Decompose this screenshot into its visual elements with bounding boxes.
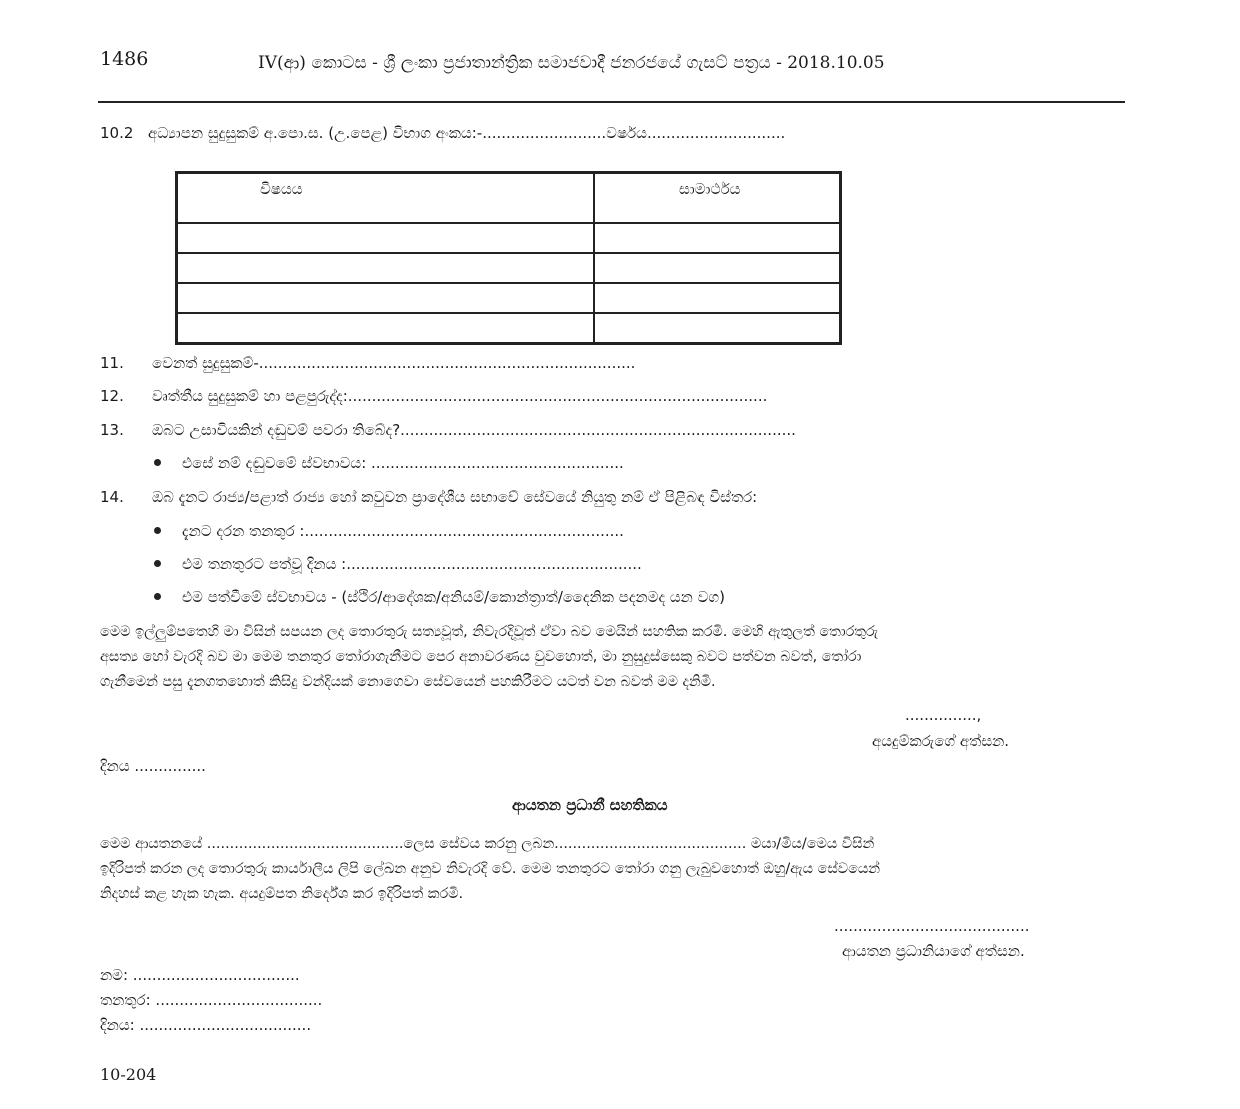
table-cell[interactable]	[177, 253, 595, 283]
item-14-text: ඔබ දැනට රාජ්‍ය/පළාත් රාජ්‍ය හෝ කවුවන ප්‍රාදේශීය සභාවේ සේවයේ නියුතු නම් ඒ පිළිබඳ විස්තර:	[152, 488, 758, 506]
head-cert-line: මෙම ආයතනයේ ...........................................ලෙස සේවය කරනු ලබන.......................................... මයා/මිය/මෙය විසින්	[100, 836, 875, 852]
item-number: 13.	[100, 421, 124, 439]
head-signature-line: .........................................	[834, 917, 1030, 935]
item-text: වෘත්තීය සුදුසුකම් හා පළපුරුද්ද:........................................................................................	[152, 387, 768, 405]
bullet-icon	[154, 459, 161, 466]
table-header-pass: සාමාර්ථය	[594, 173, 841, 224]
item-number: 12.	[100, 387, 124, 405]
table-cell[interactable]	[177, 313, 595, 344]
table-row	[177, 313, 841, 344]
item-14-bullet-text: දැනට දරන තනතුර :...................................................................	[182, 522, 624, 540]
results-table	[175, 171, 842, 345]
declaration-paragraph	[100, 620, 1126, 695]
item-14-bullet-text: එම පත්වීමේ ස්වභාවය - (ස්ථිර/ආදේශක/අනියම්/කොන්ත්‍රාත්/දෛනික පදනමද යන වග)	[182, 588, 725, 606]
section-10-2-text: අධ්‍යාපන සුදුසුකම් අ.පො.ස. (උ.පෙළ) විභාග අංකය:-..........................වර්ෂය.............................	[148, 124, 786, 142]
declaration-line: මෙම ඉල්ලුම්පතෙහි මා විසින් සපයන ලද තොරතුරු සත්‍යවූත්, නිවැරදිවූත් ඒවා බව මෙයින් සහතික කරමි. මෙහි ඇතුලත් තොරතුරු	[100, 624, 878, 640]
section-number-10-2: 10.2	[100, 124, 134, 142]
declaration-line: අසත්‍ය හෝ වැරදි බව මා මෙම තනතුර තෝරාගැනීමට පෙර අනාවරණය වුවහොත්, මා නුසුදුස්සෙකු බවට පත්වන බවත්, තෝරා	[100, 649, 862, 665]
table-row	[177, 223, 841, 253]
table-cell[interactable]	[594, 223, 841, 253]
table-cell[interactable]	[594, 283, 841, 313]
head-cert-paragraph	[100, 832, 1126, 907]
applicant-date-line: දිනය ...............	[100, 757, 206, 775]
item-number: 11.	[100, 354, 124, 372]
footer-code: 10-204	[100, 1065, 157, 1084]
page-number: 1486	[100, 48, 149, 70]
item-13-bullet-text: එසේ නම් දඬුවමේ ස්වභාවය: .....................................................	[182, 454, 624, 472]
running-head: IV(ආ) කොටස - ශ්‍රී ලංකා ප්‍රජාතාන්ත්‍රික සමාජවාදී ජනරජයේ ගැසට් පත්‍රය - 2018.10.05	[258, 53, 885, 73]
head-signature-label: ආයතන ප්‍රධානියාගේ අත්සන.	[842, 942, 1025, 960]
declaration-line: ගැනීමෙන් පසු දැනගතහොත් කිසිදු වන්දියක් නොගෙවා සේවයෙන් පහකිරීමට යටත් වන බවත් මම දනිමි.	[100, 674, 716, 690]
table-cell[interactable]	[177, 223, 595, 253]
item-text: ඔබට උසාවියකින් දඬුවම් පවරා තිබේද?...................................................................................	[152, 421, 796, 439]
item-text: වෙනත් සුදුසුකම්-...............................................................................	[152, 354, 636, 372]
applicant-signature-line: ...............,	[905, 706, 982, 724]
table-cell[interactable]	[594, 253, 841, 283]
table-row	[177, 283, 841, 313]
head-cert-title: ආයතන ප්‍රධානී සහතිකය	[512, 796, 668, 814]
item-number: 14.	[100, 488, 124, 506]
applicant-signature-label: අයදුම්කරුගේ අත්සන.	[872, 732, 1010, 750]
header-rule	[98, 101, 1125, 103]
designation-field: තනතුර: ...................................	[100, 991, 323, 1009]
table-header-subject: විෂයය	[177, 173, 595, 224]
table-row	[177, 253, 841, 283]
table-cell[interactable]	[594, 313, 841, 344]
date-field: දිනය: ....................................	[100, 1016, 312, 1034]
name-field: නම: ...................................	[100, 966, 300, 984]
table-cell[interactable]	[177, 283, 595, 313]
table-header-row	[177, 173, 841, 224]
item-14-bullet-text: එම තනතුරට පත්වූ දිනය :..............................................................	[182, 555, 642, 573]
head-cert-line: ඉදිරිපත් කරන ලද තොරතුරු කාර්යාලීය ලිපි ලේඛන අනුව නිවැරදි වේ. මෙම තනතුරට තෝරා ගනු ලැබුවහොත් ඔහු/ඇය සේවයෙන්	[100, 861, 880, 877]
bullet-icon	[154, 560, 161, 567]
bullet-icon	[154, 527, 161, 534]
head-cert-line: නිදහස් කළ හැක හැක. අයදුම්පත නිර්දේශ කර ඉදිරිපත් කරමි.	[100, 886, 464, 902]
bullet-icon	[154, 593, 161, 600]
